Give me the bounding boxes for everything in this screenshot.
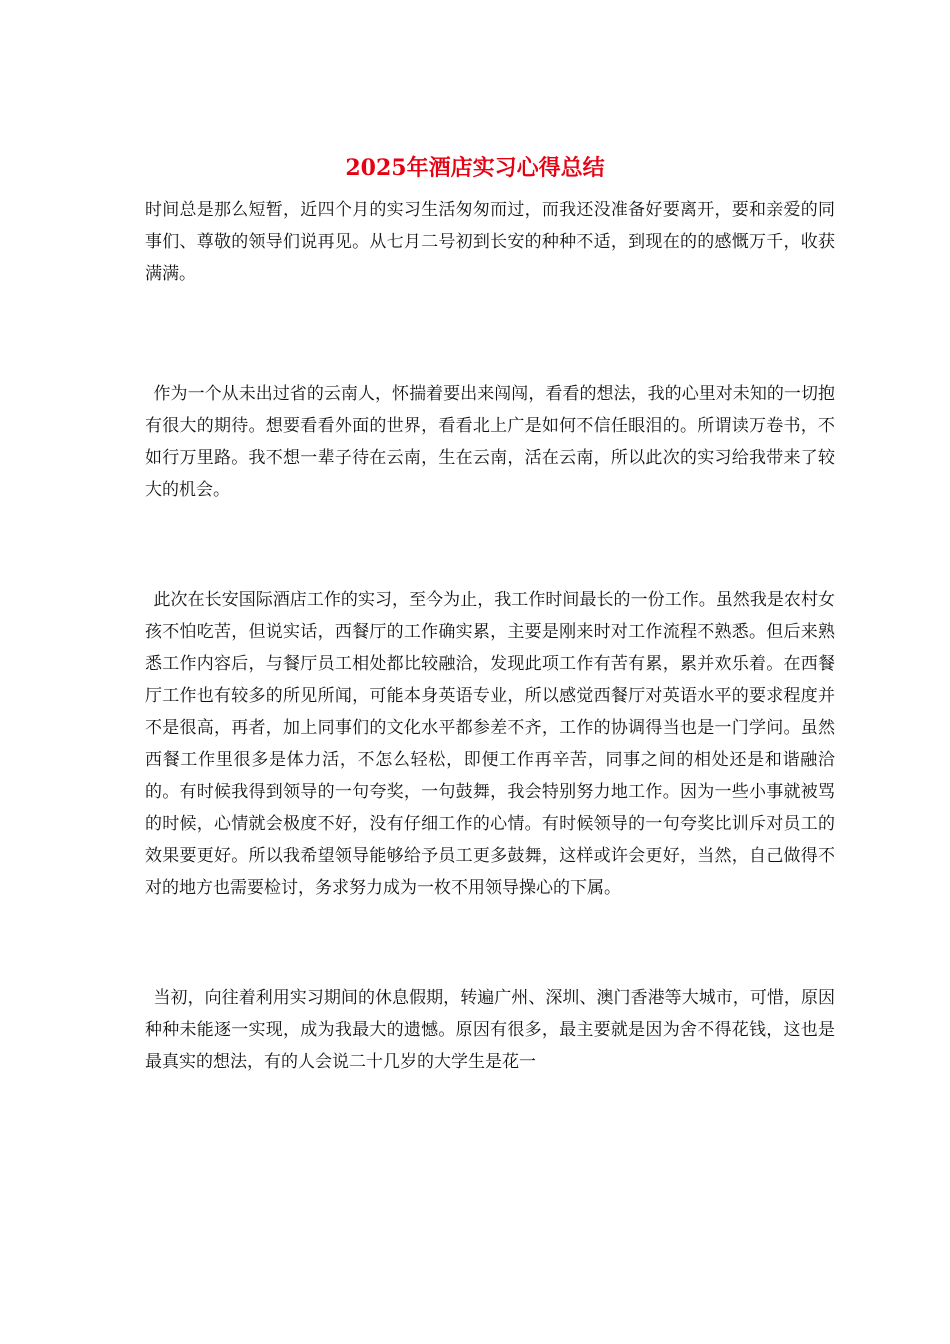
document-body: [145, 194, 835, 1078]
document-title: 2025年酒店实习心得总结: [345, 155, 605, 181]
paragraph-3: 此次在长安国际酒店工作的实习，至今为止，我工作时间最长的一份工作。虽然我是农村女孩不怕吃苦，但说实话，西餐厅的工作确实累，主要是刚来时对工作流程不熟悉。但后来熟悉工作内容后，与餐厅员工相处都比较融洽，发现此项工作有苦有累，累并欢乐着。在西餐厅工作也有较多的所见所闻，可能本身英语专业，所以感觉西餐厅对英语水平的要求程度并不是很高，再者，加上同事们的文化水平都参差不齐，工作的协调得当也是一门学问。虽然西餐工作里很多是体力活，不怎么轻松，即便工作再辛苦，同事之间的相处还是和谐融洽的。有时候我得到领导的一句夸奖，一句鼓舞，我会特别努力地工作。因为一些小事就被骂的时候，心情就会极度不好，没有仔细工作的心情。有时候领导的一句夸奖比训斥对员工的效果要更好。所以我希望领导能够给予员工更多鼓舞，这样或许会更好，当然，自己做得不对的地方也需要检讨，务求努力成为一枚不用领导操心的下属。: [145, 590, 835, 898]
paragraph-1: 时间总是那么短暂，近四个月的实习生活匆匆而过，而我还没准备好要离开，要和亲爱的同事们、尊敬的领导们说再见。从七月二号初到长安的种种不适，到现在的的感慨万千，收获满满。: [145, 200, 835, 284]
paragraph-2: 作为一个从未出过省的云南人，怀揣着要出来闯闯，看看的想法，我的心里对未知的一切抱有很大的期待。想要看看外面的世界，看看北上广是如何不信任眼泪的。所谓读万卷书，不如行万里路。我不想一辈子待在云南，生在云南，活在云南，所以此次的实习给我带来了较大的机会。: [145, 384, 835, 500]
paragraph-4: 当初，向往着利用实习期间的休息假期，转遍广州、深圳、澳门香港等大城市，可惜，原因种种未能逐一实现，成为我最大的遗憾。原因有很多，最主要就是因为舍不得花钱，这也是最真实的想法，有的人会说二十几岁的大学生是花一: [145, 988, 835, 1072]
